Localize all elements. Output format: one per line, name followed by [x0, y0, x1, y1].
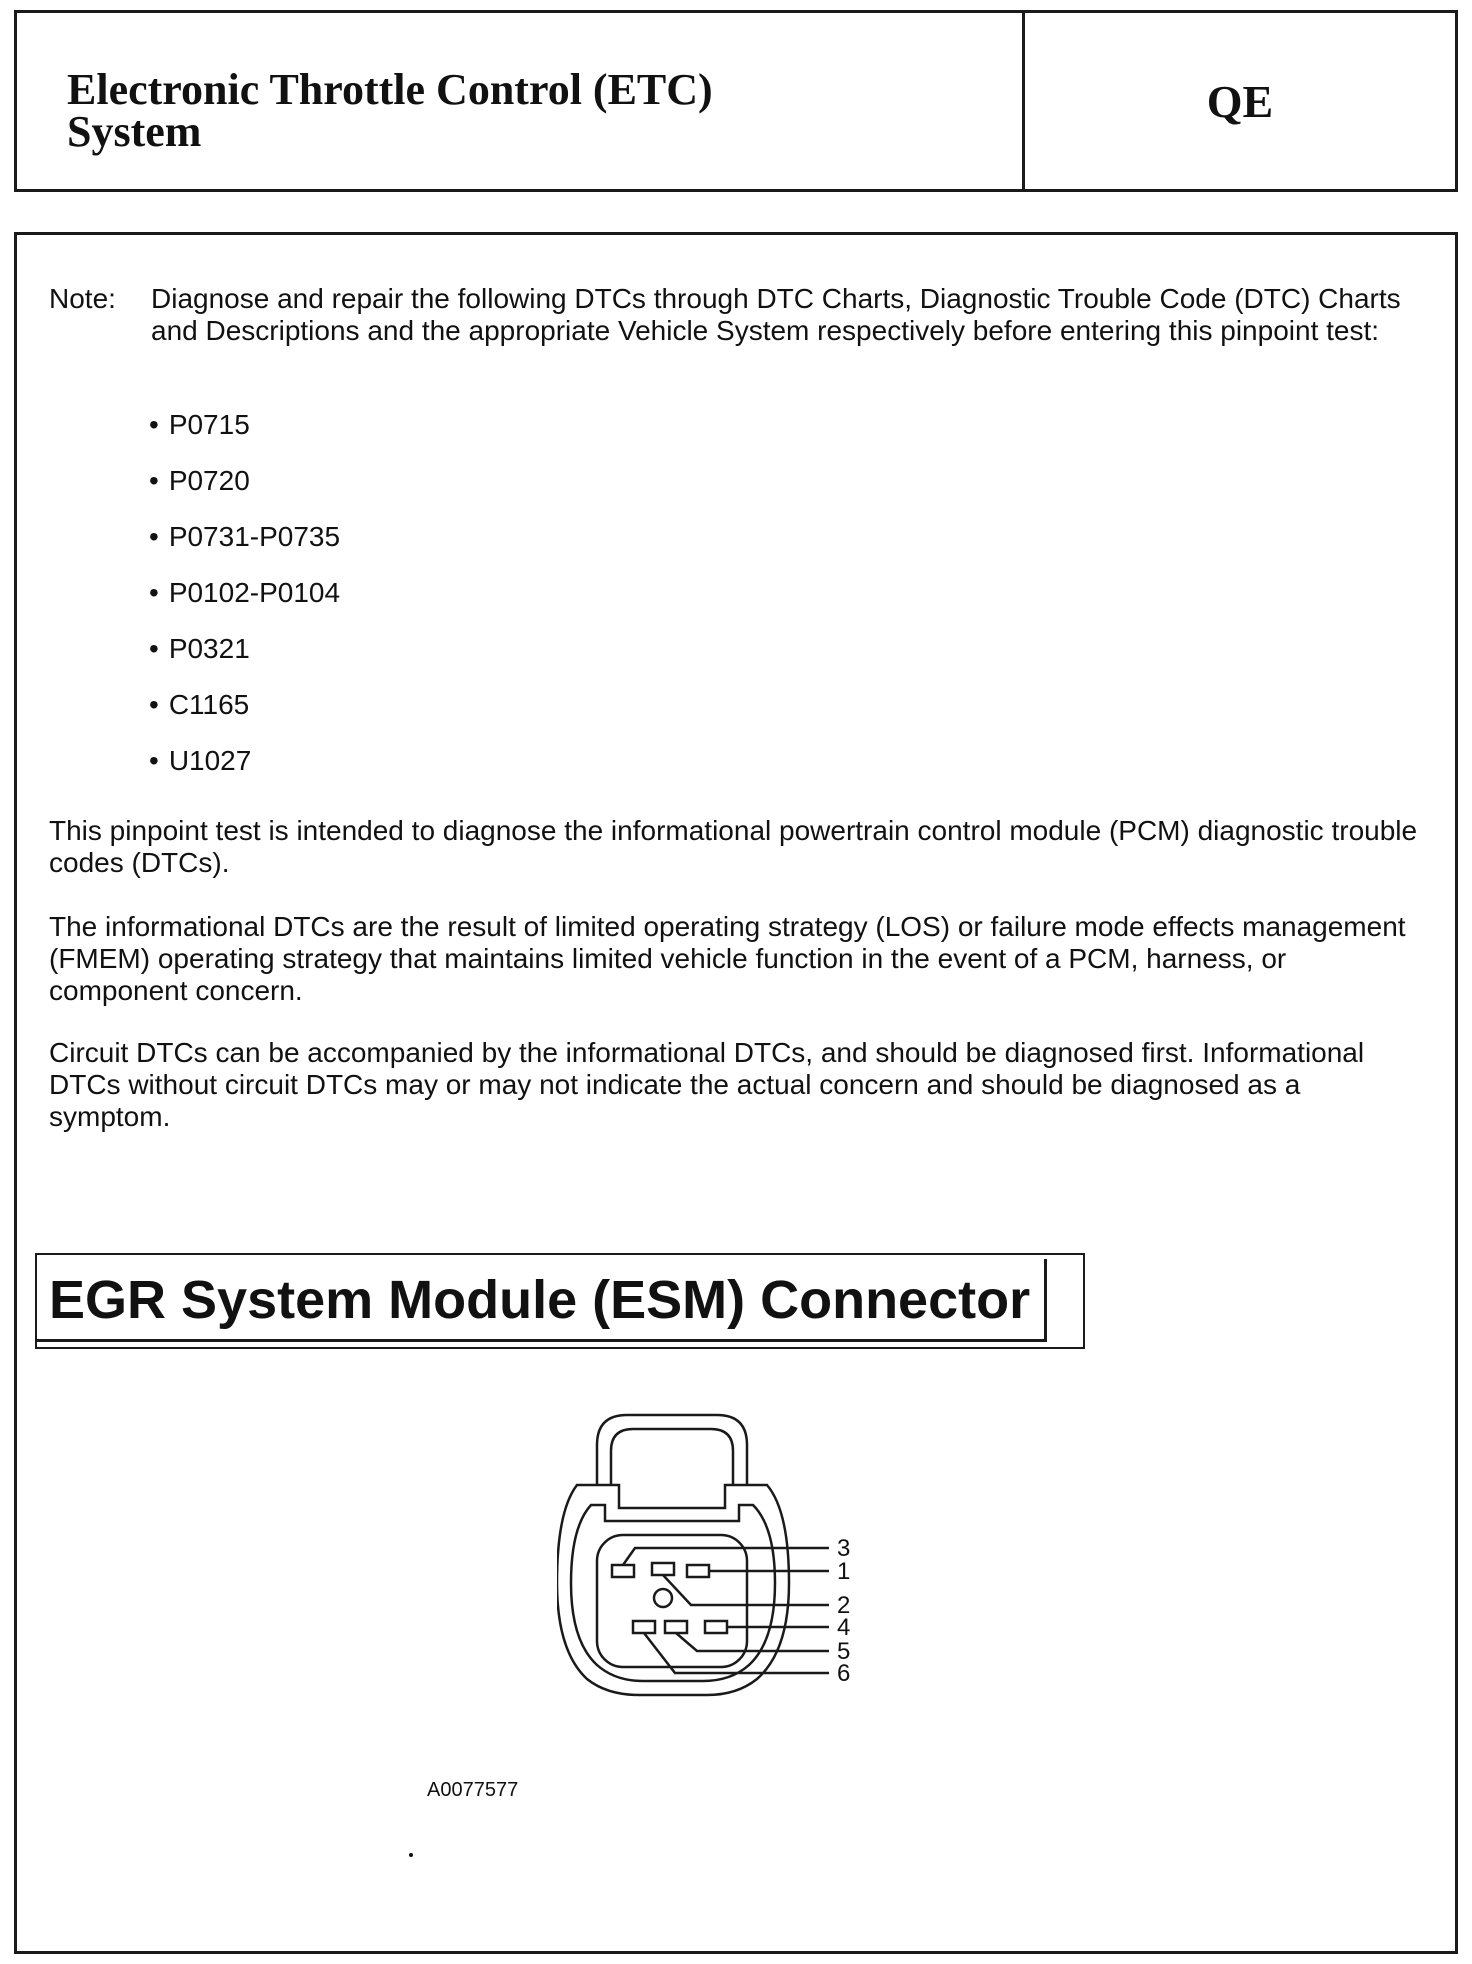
- pin-label-4: 4: [837, 1614, 851, 1641]
- page-title-line1: Electronic Throttle Control (ETC): [67, 65, 713, 114]
- dtc-item: • C1165: [149, 687, 340, 743]
- dtc-item: • P0102-P0104: [149, 575, 340, 631]
- dtc-item: • P0715: [149, 407, 340, 463]
- connector-latch-inner: [611, 1429, 733, 1486]
- scan-speck: [409, 1853, 413, 1857]
- dtc-item: • U1027: [149, 743, 340, 799]
- leader-6: [644, 1633, 829, 1673]
- pin-label-3: 3: [837, 1535, 851, 1562]
- pin-6: [633, 1621, 655, 1633]
- dtc-item: • P0720: [149, 463, 340, 519]
- intro-paragraph: This pinpoint test is intended to diagnose the informational powertrain control module (PCM) diagnostic trouble codes (DTCs).: [49, 815, 1418, 878]
- page-header: [14, 10, 1458, 192]
- connector-title-box: [35, 1253, 1085, 1349]
- pin-5: [665, 1621, 687, 1633]
- dtc-item: • P0321: [149, 631, 340, 687]
- pin-label-5: 5: [837, 1638, 851, 1665]
- strategy-paragraph: The informational DTCs are the result of limited operating strategy (LOS) or failure mode effects management (FMEM) operating strategy that maintains limited vehicle function in the event of a PCM, harness, or component concern.: [49, 911, 1406, 1006]
- pin-4: [705, 1621, 727, 1633]
- page-title: [67, 65, 967, 156]
- content-box: [14, 232, 1458, 1954]
- leader-5: [676, 1633, 829, 1651]
- pin-1: [652, 1563, 674, 1575]
- pin-1b: [687, 1565, 709, 1577]
- note-text: Diagnose and repair the following DTCs through DTC Charts, Diagnostic Trouble Code (DTC) Charts and Descriptions and the appropriate Vehicle System respectively before entering this pinpoint test:: [151, 283, 1401, 346]
- pin-label-2: 2: [837, 1592, 851, 1619]
- circuit-dtc-paragraph: Circuit DTCs can be accompanied by the informational DTCs, and should be diagnosed first. Informational DTCs without circuit DTCs may or may not indicate the actual concern and should be diagnosed as a symptom.: [49, 1037, 1365, 1132]
- figure-id: A0077577: [427, 1779, 519, 1801]
- section-code: QE: [1206, 75, 1274, 127]
- esm-connector-diagram: [557, 1393, 957, 1733]
- page-title-line2: System: [67, 107, 202, 156]
- pin-2: [654, 1589, 672, 1607]
- connector-title: EGR System Module (ESM) Connector: [37, 1259, 1047, 1342]
- pin-3: [612, 1565, 634, 1577]
- connector-latch: [597, 1415, 747, 1486]
- dtc-list: [149, 407, 340, 799]
- dtc-item: • P0731-P0735: [149, 519, 340, 575]
- note-label: Note:: [49, 283, 116, 314]
- connector-shell-outer: [557, 1485, 789, 1695]
- pin-label-6: 6: [837, 1660, 851, 1687]
- pin-label-1: 1: [837, 1558, 851, 1585]
